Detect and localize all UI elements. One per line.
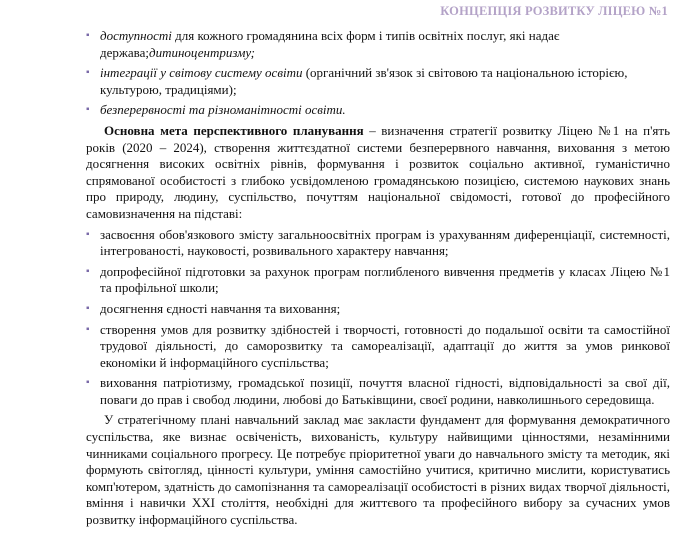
list-item <box>86 322 670 372</box>
principles-list <box>86 28 670 119</box>
list-item-italic: доступності <box>100 28 172 43</box>
list-item-text: для кожного громадянина всіх форм і типів освітніх послуг, які надає держава; <box>100 28 560 60</box>
list-item <box>86 301 670 318</box>
foundations-list <box>86 227 670 409</box>
list-item <box>86 28 670 61</box>
main-goal-heading: Основна мета перспективного планування <box>104 122 364 138</box>
list-item-text: створення умов для розвитку здібностей і творчості, готовності до подальшої освіти та самостійної трудової діяльності, до саморозвитку та самореалізації, адаптації до життя за умов ринкової економіки й інформаційного суспільства; <box>100 321 670 370</box>
bullet-icon: ▪ <box>86 323 90 335</box>
list-item-text: досягнення єдності навчання та виховання; <box>100 300 341 316</box>
bullet-icon: ▪ <box>86 67 90 79</box>
bullet-icon: ▪ <box>86 302 90 314</box>
main-goal-paragraph <box>86 123 670 223</box>
list-item <box>86 227 670 260</box>
list-item <box>86 65 670 98</box>
list-item <box>86 375 670 408</box>
page-header-title: КОНЦЕПЦІЯ РОЗВИТКУ ЛІЦЕЮ №1 <box>440 4 668 18</box>
bullet-icon: ▪ <box>86 30 90 41</box>
strategy-paragraph: У стратегічному плані навчальний заклад має закласти фундамент для формування демократичного суспільства, яке визнає освіченість, вихованість, культуру найвищими цінностями, незамінними чинниками соціального прогресу. Це потребує пріоритетної уваги до навчального змісту та методик, які формують світогляд, цінності культури, уміння самостійно учитися, критично мислити, користуватись комп'ютером, здатність до самопізнання та самореалізації особистості в різних видах творчої діяльності, вміння і навички XXI століття, необхідні для життєвого та професійного вибору за сучасних умов розвитку інформаційного суспільства. <box>86 412 670 528</box>
list-item <box>86 102 670 119</box>
bullet-icon: ▪ <box>86 265 90 277</box>
list-item <box>86 264 670 297</box>
main-goal-text: – визначення стратегії розвитку Ліцею №1 на п'ять років (2020 – 2024), створення життєздатної системи безперервного навчання, виховання з метою досягнення високих освітніх рівнів, формування і розвиток соціально активної, гуманістично спрямованої особистості з глибоко усвідомленою громадянською позицією, системою наукових знань про природу, людину, суспільство, почуттям національної свідомості, готової до професійного самовизначення на підставі: <box>86 122 670 221</box>
list-item-italic-tail: дитиноцентризму; <box>149 44 255 60</box>
bullet-icon: ▪ <box>86 228 90 240</box>
list-item-italic: інтеграції у світову систему освіти <box>100 65 303 81</box>
list-item-text: засвоєння обов'язкового змісту загальноосвітніх програм із урахуванням диференціації, системності, інтегрованості, науковості, розвивального характеру навчання; <box>100 226 670 259</box>
list-item-text: виховання патріотизму, громадської позиції, почуття власної гідності, відповідальності за свої дії, поваги до прав і свобод людини, любові до Батьківщини, своєї родини, навколишнього середовища. <box>100 375 670 407</box>
list-item-text: (органічний зв'язок зі світовою та національною історією, культурою, традиціями); <box>100 65 628 97</box>
list-item-italic: безперервності та різноманітності освіти. <box>100 102 346 118</box>
bullet-icon: ▪ <box>86 104 90 116</box>
bullet-icon: ▪ <box>86 377 90 389</box>
document-body <box>86 28 670 533</box>
list-item-text: допрофесійної підготовки за рахунок програм поглибленого вивчення предметів у класах Ліцею №1 та профільної школи; <box>100 263 670 296</box>
